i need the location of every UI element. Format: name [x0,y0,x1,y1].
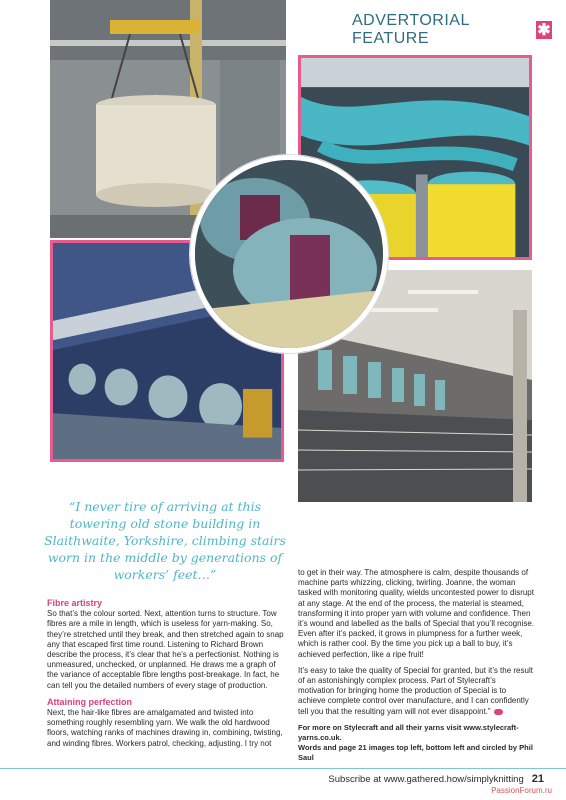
body-paragraph: So that’s the colour sorted. Next, attention turns to structure. Tow fibres are a mile in length, which is useless for yarn-making. So, they’re stretched until they break, and then stretched again to snap any that escaped first time round. Listening to Richard Brown describe the process, it’s clear that he’s a perfectionist. Nothing is unmeasured, unchecked, or unplanned. He draws me a graph of the variance of acceptable fibre lengths post-breakage. In fact, he can tell you the detailed numbers of every stage of production. [47,609,284,690]
pull-quote: “I never tire of arriving at this towering old stone building in Slaithwaite, Yorkshire, climbing stairs worn in the middle by generations of workers’ feet…” [44,499,286,582]
section-heading-attaining-perfection: Attaining perfection [47,696,132,707]
subscribe-link[interactable]: Subscribe at www.gathered.how/simplyknitting [328,774,524,785]
body-paragraph [298,666,534,717]
section-heading-fibre-artistry: Fibre artistry [47,598,103,608]
footer [328,773,544,785]
asterisk-icon: ✱ [537,22,551,39]
left-column [47,598,287,755]
body-paragraph: to get in their way. The atmosphere is calm, despite thousands of machine parts whizzing, clicking, twirling. Joanne, the woman tasked with monitoring quality, wields uncontested power to disrupt at any stage. At the end of the process, the material is steamed, transforming it into proper yarn with volume and confidence. Then it’s wound and labelled as the balls of Special that you’ll recognise. Even after it’s packed, it grows in plumpness for a further week, which is rather cool. By the time you pick up a ball to buy, it’s achieved perfection, like a ripe fruit! [298,568,534,659]
advertorial-label: ADVERTORIAL FEATURE [352,12,470,47]
end-mark-icon [494,709,503,715]
advertorial-header [352,12,552,47]
footer-divider [0,768,566,769]
right-column [298,568,534,763]
closing-paragraph-text: It’s easy to take the quality of Special for granted, but it’s the result of an astonishingly complex process. Part of Stylecraft’s motivation for bringing home the production of Special is to achieve complete control over manufacture, and I can confidently tell you that the resulting yarn will not ever disappoint.” [298,665,533,716]
page-number: 21 [531,773,544,785]
photo-yarn-balls-circle [190,155,388,353]
watermark: PassionForum.ru [491,786,552,795]
body-paragraph: Next, the hair-like fibres are amalgamated and twisted into something roughly resembling yarn. We walk the old hardwood floors, watching ranks of machines drawing in, combining, twisting, and winding fibres. Workers patrol, checking, adjusting. I try not [47,708,283,748]
credits-photographer: Words and page 21 images top left, bottom left and circled by Phil Saul [298,742,533,762]
credits-website: For more on Stylecraft and all their yarns visit www.stylecraft-yarns.co.uk. [298,722,519,742]
